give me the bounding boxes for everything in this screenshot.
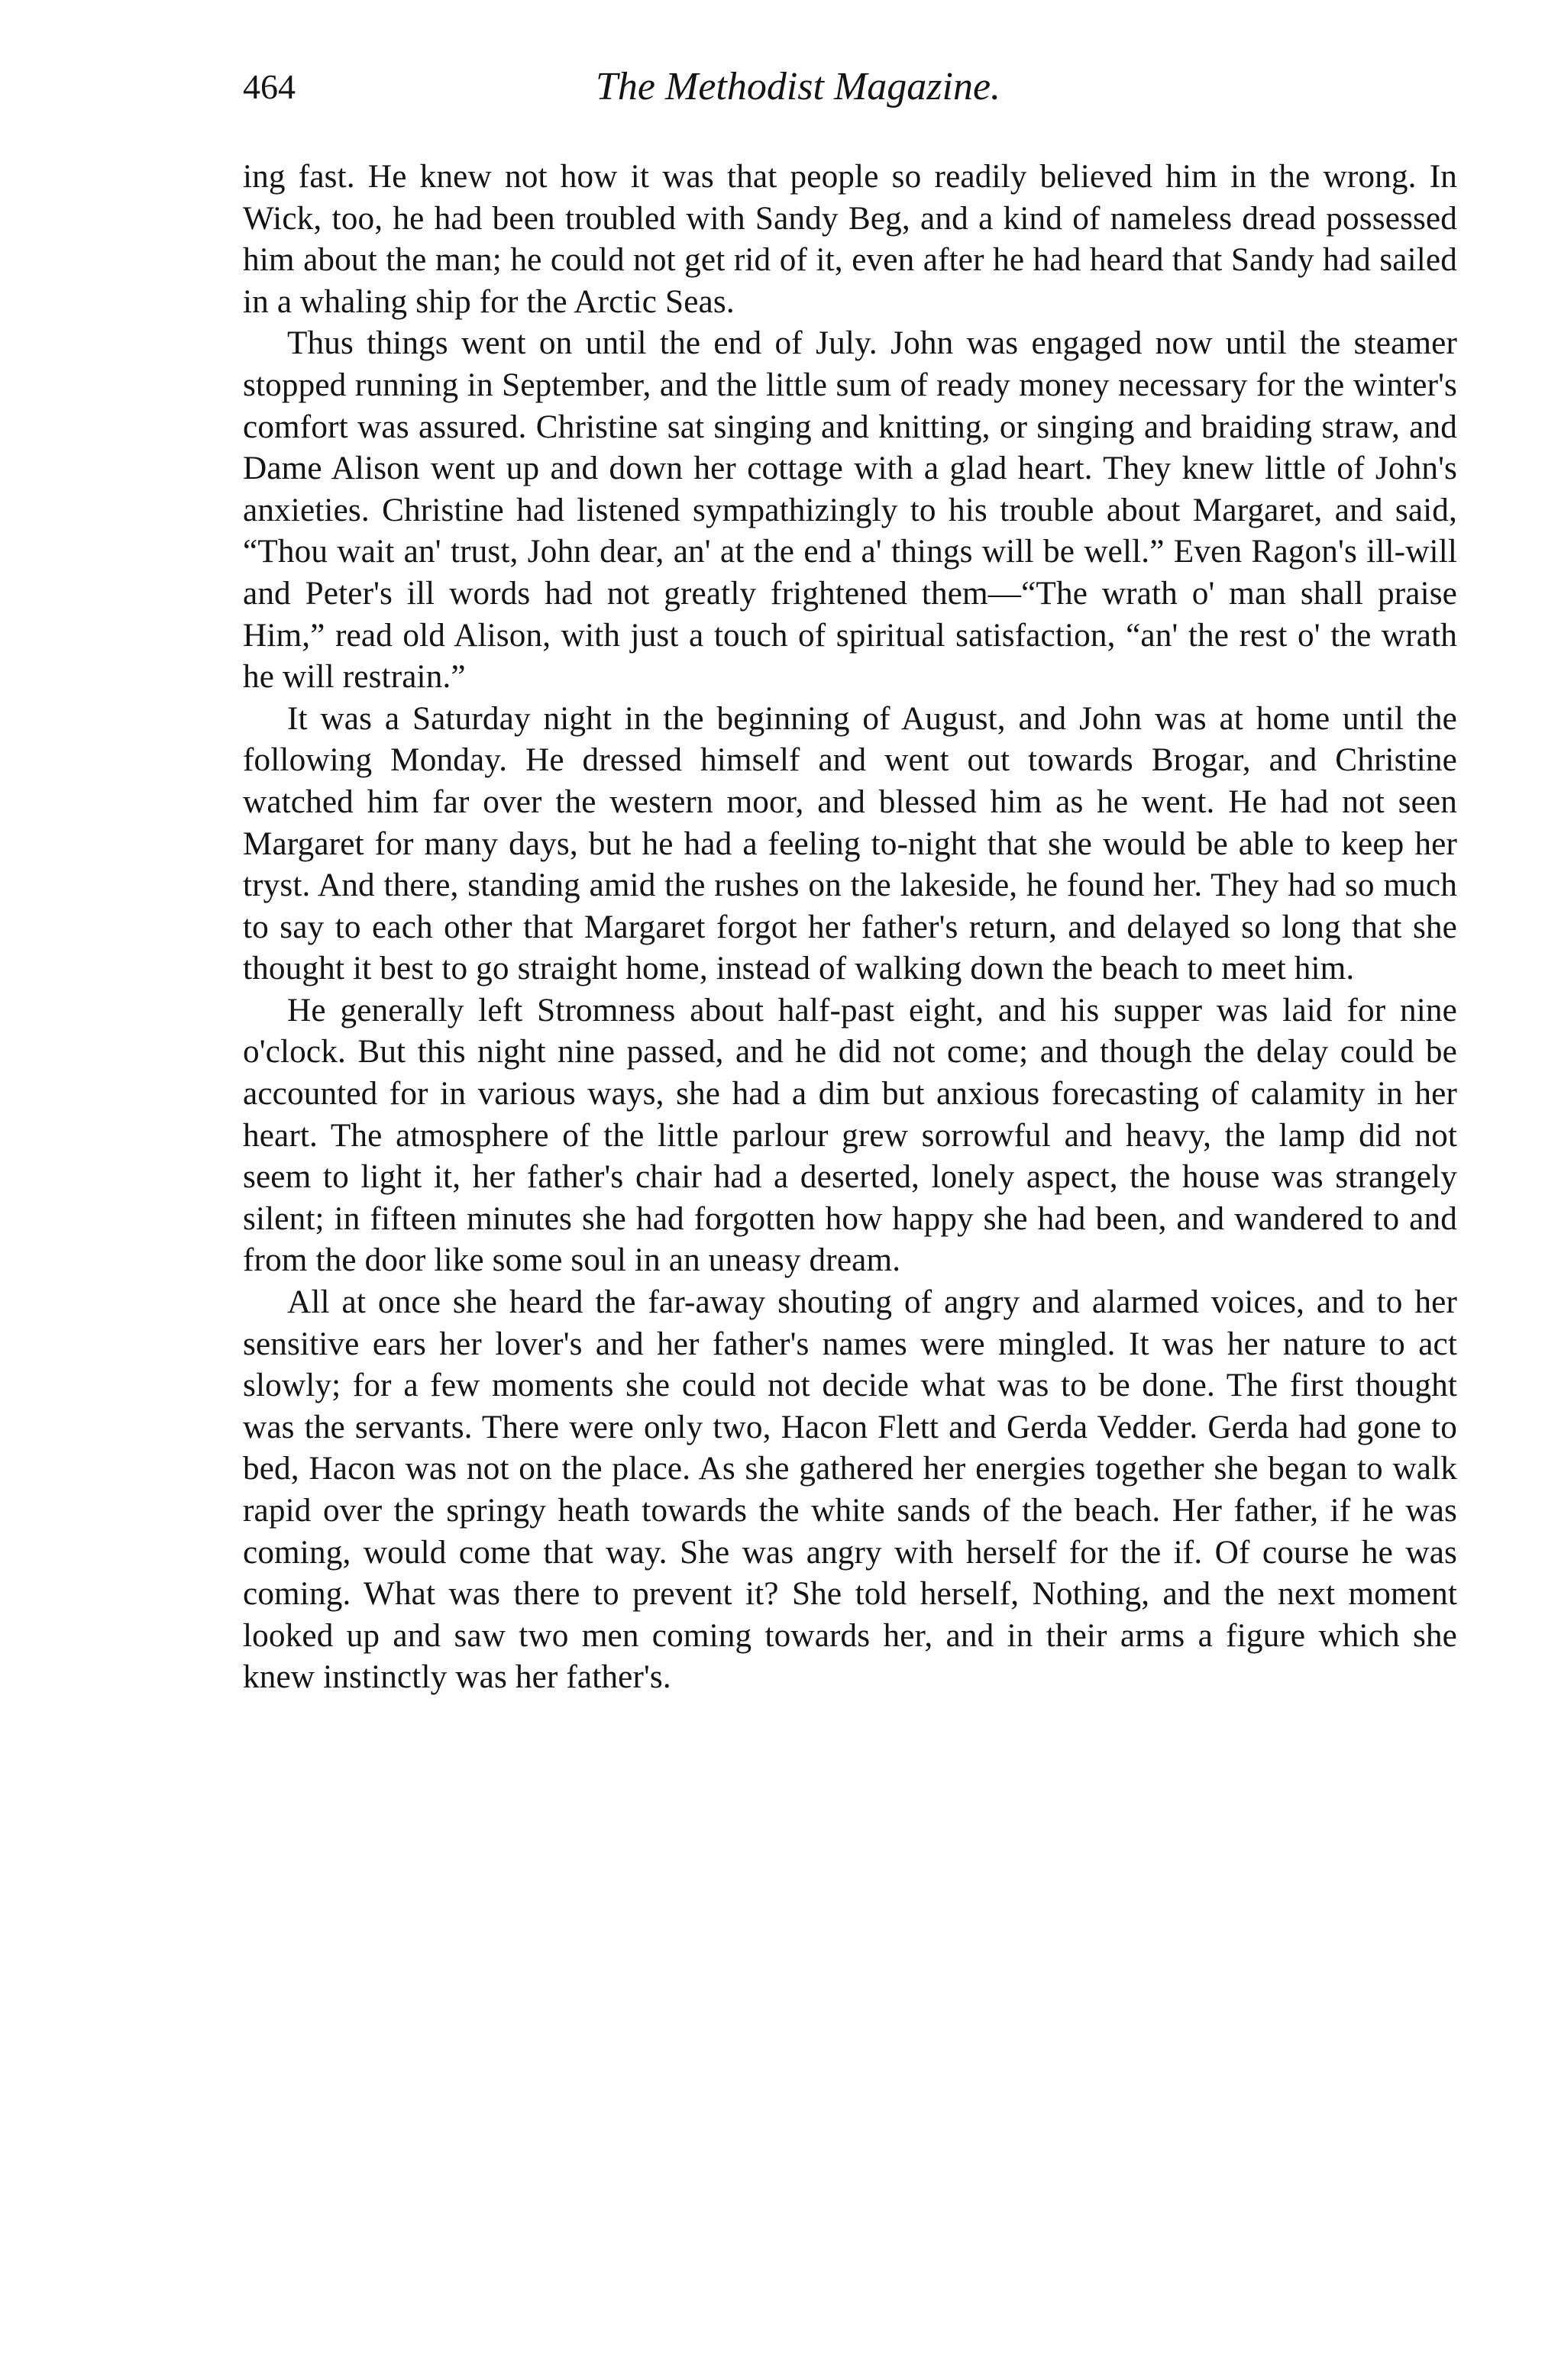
running-title: The Methodist Magazine. [596, 65, 1001, 108]
paragraph: It was a Saturday night in the beginning of August, and John was at home until the following Monday. He dressed himself and went out towards Brogar, and Christine watched him far over the western moor, and blessed him as he went. He had not seen Margaret for many days, but he had a feeling to-night that she would be able to keep her tryst. And there, standing amid the rushes on the lakeside, he found her. They had so much to say to each other that Margaret forgot her father's return, and delayed so long that she thought it best to go straight home, instead of walking down the beach to meet him. [243, 700, 1457, 987]
paragraph-continued: ing fast. He knew not how it was that people so readily believed him in the wrong. In Wick, too, he had been troubled with Sandy Beg, and a kind of nameless dread possessed him about the man; he could not get rid of it, even after he had heard that Sandy had sailed in a whaling ship for the Arctic Seas. [243, 159, 1457, 320]
article-body [243, 157, 1457, 1699]
paragraph: All at once she heard the far-away shouting of angry and alarmed voices, and to her sensitive ears her lover's and her father's names were mingled. It was her nature to act slowly; for a few moments she could not decide what was to be done. The first thought was the servants. There were only two, Hacon Flett and Gerda Vedder. Gerda had gone to bed, Hacon was not on the place. As she gathered her energies together she began to walk rapid over the springy heath towards the white sands of the beach. Her father, if he was coming, would come that way. She was angry with herself for the if. Of course he was coming. What was there to prevent it? She told herself, Nothing, and the next moment looked up and saw two men coming towards her, and in their arms a figure which she knew instinctly was her father's. [243, 1284, 1457, 1696]
page-header [243, 64, 1457, 125]
paragraph: Thus things went on until the end of July. John was engaged now until the steamer stopped running in September, and the little sum of ready money necessary for the winter's comfort was assured. Christine sat singing and knitting, or singing and braiding straw, and Dame Alison went up and down her cottage with a glad heart. They knew little of John's anxieties. Christine had listened sympathizingly to his trouble about Margaret, and said, “Thou wait an' trust, John dear, an' at the end a' things will be well.” Even Ragon's ill-will and Peter's ill words had not greatly frightened them—“The wrath o' man shall praise Him,” read old Alison, with just a touch of spiritual satisfaction, “an' the rest o' the wrath he will restrain.” [243, 325, 1457, 696]
paragraph: He generally left Stromness about half-past eight, and his supper was laid for nine o'clock. But this night nine passed, and he did not come; and though the delay could be accounted for in various ways, she had a dim but anxious forecasting of calamity in her heart. The atmosphere of the little parlour grew sorrowful and heavy, the lamp did not seem to light it, her father's chair had a deserted, lonely aspect, the house was strangely silent; in fifteen minutes she had forgotten how happy she had been, and wandered to and from the door like some soul in an uneasy dream. [243, 992, 1457, 1279]
page-number: 464 [243, 67, 296, 106]
